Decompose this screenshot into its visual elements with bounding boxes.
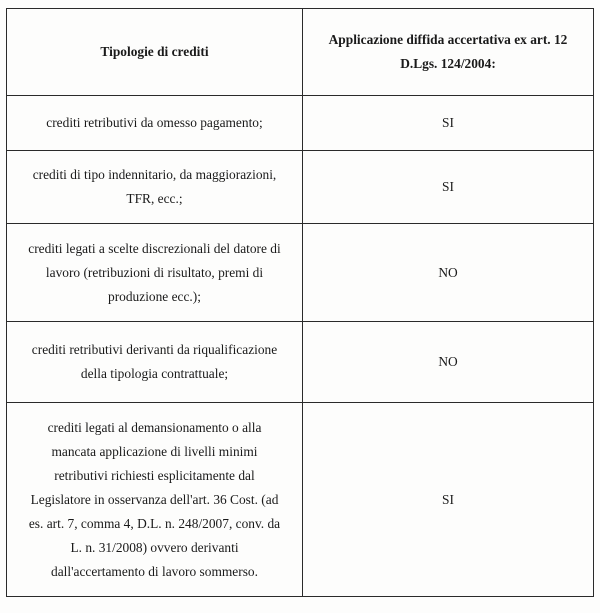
table-row <box>7 96 594 151</box>
applicability-cell: NO <box>303 224 594 322</box>
cell-line: es. art. 7, comma 4, D.L. n. 248/2007, conv. da <box>28 515 281 531</box>
cell-line: crediti retributivi da omesso pagamento; <box>46 115 263 130</box>
table-row <box>7 322 594 403</box>
cell-line: TFR, ecc.; <box>126 191 183 206</box>
cell-line: dall'accertamento di lavoro sommerso. <box>51 563 258 579</box>
credit-type-cell <box>7 151 303 224</box>
header-line: Tipologie di crediti <box>100 44 209 59</box>
applicability-cell: NO <box>303 322 594 403</box>
cell-line: produzione ecc.); <box>108 288 201 304</box>
credit-type-cell <box>7 322 303 403</box>
table-header-row <box>7 9 594 96</box>
applicability-cell: SI <box>303 96 594 151</box>
cell-line: mancata applicazione di livelli minimi <box>51 443 258 459</box>
header-line: Applicazione diffida accertativa ex art. 12 <box>328 32 568 47</box>
header-application <box>303 9 594 96</box>
cell-line: crediti retributivi derivanti da riqualificazione <box>31 342 278 357</box>
cell-line: crediti legati al demansionamento o alla <box>47 419 262 435</box>
applicability-cell: SI <box>303 403 594 597</box>
header-line: D.Lgs. 124/2004: <box>400 56 496 71</box>
table-row <box>7 151 594 224</box>
credit-type-cell <box>7 403 303 597</box>
cell-line: L. n. 31/2008) ovvero derivanti <box>70 539 239 555</box>
cell-line: crediti legati a scelte discrezionali del datore di <box>28 240 281 256</box>
credit-type-cell <box>7 96 303 151</box>
cell-line: retributivi richiesti esplicitamente dal <box>54 467 255 483</box>
credit-type-cell <box>7 224 303 322</box>
cell-line: della tipologia contrattuale; <box>80 366 229 381</box>
cell-line: crediti di tipo indennitario, da maggiorazioni, <box>32 167 277 182</box>
cell-line: lavoro (retribuzioni di risultato, premi di <box>45 264 264 280</box>
credits-table <box>6 8 594 597</box>
table-row <box>7 224 594 322</box>
header-credit-types <box>7 9 303 96</box>
applicability-cell: SI <box>303 151 594 224</box>
table-row <box>7 403 594 597</box>
cell-line: Legislatore in osservanza dell'art. 36 Cost. (ad <box>30 491 279 507</box>
